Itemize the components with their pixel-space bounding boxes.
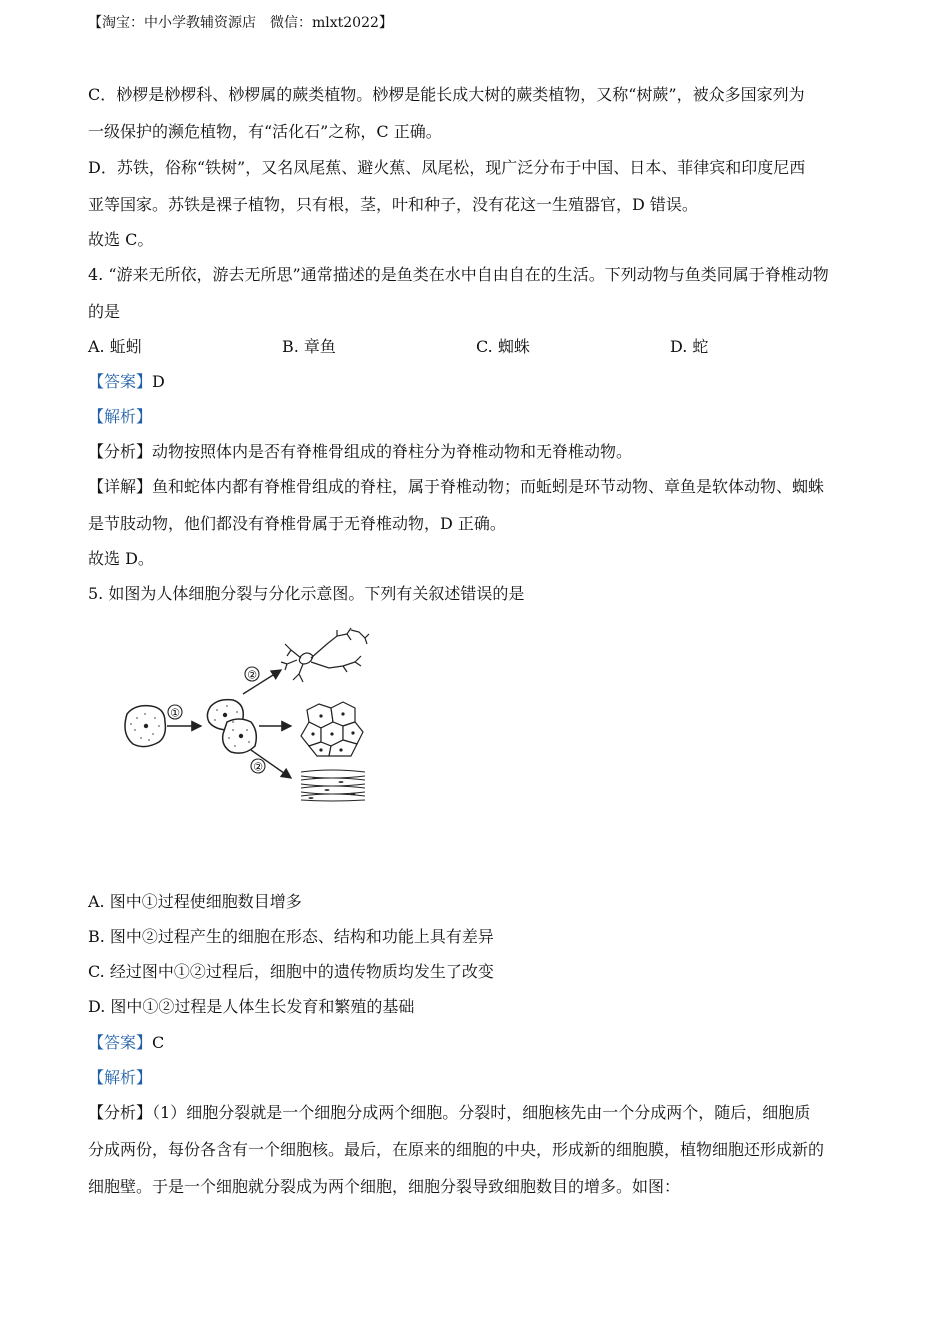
q5-option-b: B. 图中②过程产生的细胞在形态、结构和功能上具有差异 <box>88 927 494 946</box>
q5-option-d: D. 图中①②过程是人体生长发育和繁殖的基础 <box>88 997 415 1016</box>
q5-option-c: C. 经过图中①②过程后，细胞中的遗传物质均发生了改变 <box>88 962 494 981</box>
fenxi-text: 动物按照体内是否有脊椎骨组成的脊柱分为脊椎动物和无脊椎动物。 <box>152 442 633 461</box>
q3-option-d-explain-line1: D．苏铁，俗称“铁树”，又名凤尾蕉、避火蕉、凤尾松，现广泛分布于中国、日本、菲律宾和印度尼西 <box>88 158 806 177</box>
original-cell <box>125 706 165 747</box>
q3-option-d-explain-line2: 亚等国家。苏铁是裸子植物，只有根，茎，叶和种子，没有花这一生殖器官，D 错误。 <box>88 195 698 214</box>
cell-division-differentiation-diagram <box>115 622 380 812</box>
answer-tag: 【答案】 <box>88 372 153 391</box>
q4-option-c: C. 蜘蛛 <box>476 337 530 356</box>
q5-fenxi-line2: 分成两份，每份各含有一个细胞核。最后，在原来的细胞的中央，形成新的细胞膜，植物细胞还形成新的 <box>88 1140 825 1159</box>
q4-answer <box>88 369 165 392</box>
muscle-tissue <box>301 770 365 801</box>
answer-value: D <box>152 372 165 391</box>
q4-option-b: B. 章鱼 <box>282 337 336 356</box>
q4-xiangjie-line2: 是节肢动物，他们都没有脊椎骨属于无脊椎动物，D 正确。 <box>88 514 506 533</box>
q4-analysis-tag: 【解析】 <box>88 407 153 426</box>
q4-choice: 故选 D。 <box>88 549 154 568</box>
label-step1: ① <box>170 706 180 720</box>
q4-stem-line1: 4. “游来无所依，游去无所思”通常描述的是鱼类在水中自由自在的生活。下列动物与鱼类同属于脊椎动物 <box>88 265 829 284</box>
q5-stem: 5. 如图为人体细胞分裂与分化示意图。下列有关叙述错误的是 <box>88 584 525 603</box>
q5-fenxi-line3: 细胞壁。于是一个细胞就分裂成为两个细胞，细胞分裂导致细胞数目的增多。如图： <box>88 1177 681 1196</box>
daughter-cells <box>207 700 256 754</box>
label-step2b: ② <box>253 760 263 774</box>
q5-option-a: A. 图中①过程使细胞数目增多 <box>88 892 302 911</box>
q5-analysis-tag: 【解析】 <box>88 1068 153 1087</box>
xiangjie-text: 鱼和蛇体内都有脊椎骨组成的脊柱，属于脊椎动物；而蚯蚓是环节动物、章鱼是软体动物、蜘蛛 <box>152 477 825 496</box>
answer-value: C <box>152 1033 165 1052</box>
q5-answer <box>88 1030 164 1053</box>
q4-stem-line2: 的是 <box>88 302 121 321</box>
fenxi-tag: 【分析】 <box>88 442 153 461</box>
q4-fenxi <box>88 439 632 462</box>
fenxi-text: （1）细胞分裂就是一个细胞分成两个细胞。分裂时，细胞核先由一个分成两个，随后，细胞质 <box>152 1103 811 1122</box>
epithelial-tissue <box>301 702 363 756</box>
nerve-cell <box>281 628 369 682</box>
fenxi-tag: 【分析】 <box>88 1103 153 1122</box>
page-header: 【淘宝：中小学教辅资源店 微信：mlxt2022】 <box>88 15 393 31</box>
q3-option-c-explain-line2: 一级保护的濒危植物，有“活化石”之称，C 正确。 <box>88 122 442 141</box>
q3-option-c-explain-line1: C．桫椤是桫椤科、桫椤属的蕨类植物。桫椤是能长成大树的蕨类植物，又称“树蕨”，被众多国家列为 <box>88 85 805 104</box>
xiangjie-tag: 【详解】 <box>88 477 153 496</box>
answer-tag: 【答案】 <box>88 1033 153 1052</box>
q4-option-d: D. 蛇 <box>670 337 709 356</box>
q4-option-a: A. 蚯蚓 <box>88 337 142 356</box>
q4-xiangjie-line1 <box>88 474 824 497</box>
q5-fenxi-line1 <box>88 1100 810 1123</box>
q3-choice: 故选 C。 <box>88 230 154 249</box>
label-step2a: ② <box>247 668 257 682</box>
